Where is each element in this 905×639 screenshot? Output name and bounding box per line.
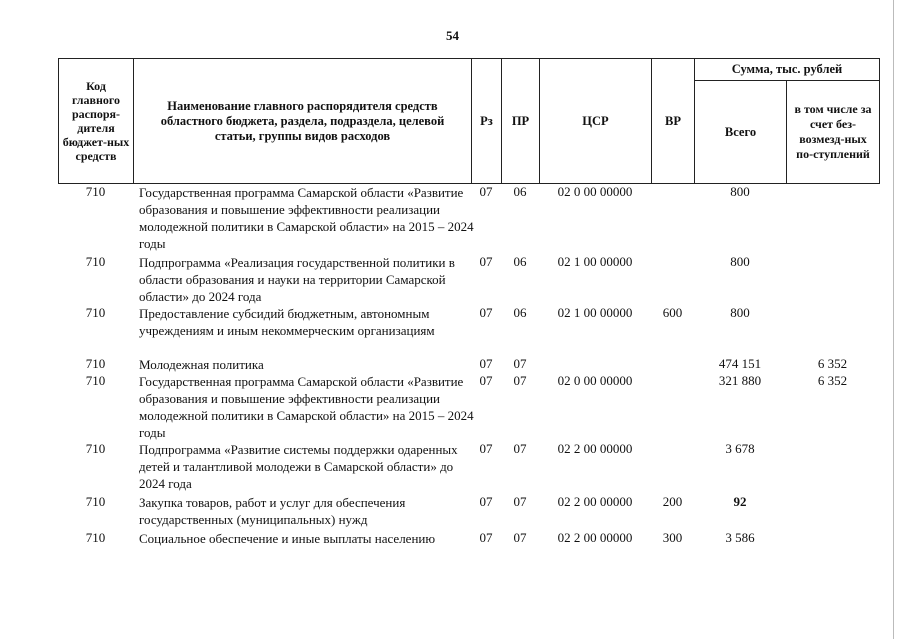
row-pr: 07 [513, 441, 527, 456]
table-row [58, 254, 879, 305]
table-header [58, 58, 880, 184]
row-csr: 02 1 00 00000 [557, 305, 633, 320]
header-pr: ПР [502, 59, 540, 184]
header-total: Всего [695, 81, 787, 184]
row-csr: 02 0 00 00000 [557, 373, 633, 388]
row-code: 710 [85, 254, 106, 269]
header-name: Наименование главного распорядителя средств областного бюджета, раздела, подраздела, целевой статьи, группы видов расходов [134, 59, 472, 184]
row-csr: 02 0 00 00000 [557, 184, 633, 199]
row-rz: 07 [479, 254, 493, 269]
table-body [58, 184, 879, 564]
row-rz: 07 [479, 356, 493, 371]
row-code: 710 [85, 373, 106, 388]
row-pr: 07 [513, 494, 527, 509]
row-csr: 02 2 00 00000 [557, 530, 633, 545]
row-code: 710 [85, 305, 106, 320]
row-total: 92 [733, 494, 747, 509]
header-sum: Сумма, тыс. рублей [695, 59, 880, 81]
row-pr: 07 [513, 530, 527, 545]
table-row [58, 305, 879, 356]
row-total: 3 678 [725, 441, 755, 456]
row-rz: 07 [479, 373, 493, 388]
row-total: 3 586 [725, 530, 755, 545]
row-vr: 200 [662, 494, 683, 509]
row-rz: 07 [479, 305, 493, 320]
table-row [58, 441, 879, 492]
row-vr: 600 [662, 305, 683, 320]
table-row [58, 530, 879, 564]
row-free: 6 352 [817, 373, 848, 388]
table-row [58, 494, 879, 528]
row-name: Подпрограмма «Развитие системы поддержки одаренных детей и талантливой молодежи в Самарской области» до 2024 года [139, 442, 458, 491]
scan-edge-line [893, 0, 894, 639]
row-total: 800 [730, 254, 750, 269]
row-code: 710 [85, 184, 106, 199]
row-rz: 07 [479, 530, 493, 545]
row-pr: 06 [513, 305, 527, 320]
row-csr: 02 1 00 00000 [557, 254, 633, 269]
row-name: Подпрограмма «Реализация государственной политики в области образования и науки на территории Самарской области» до 2024 года [139, 255, 455, 304]
row-total: 800 [730, 305, 750, 320]
row-pr: 06 [513, 184, 527, 199]
header-rz: Рз [472, 59, 502, 184]
table-row [58, 184, 879, 252]
header-code: Код главного распоря-дителя бюджет-ных средств [59, 59, 134, 184]
row-free: 6 352 [817, 356, 848, 371]
row-pr: 07 [513, 356, 527, 371]
row-code: 710 [85, 356, 106, 371]
row-name: Государственная программа Самарской области «Развитие образования и повышение эффективности реализации молодежной политики в Самарской области» на 2015 – 2024 годы [139, 374, 474, 440]
row-rz: 07 [479, 184, 493, 199]
row-total: 800 [730, 184, 750, 199]
row-csr: 02 2 00 00000 [557, 494, 633, 509]
row-rz: 07 [479, 441, 493, 456]
row-code: 710 [85, 441, 106, 456]
row-code: 710 [85, 494, 106, 509]
page-number: 54 [446, 28, 459, 43]
row-pr: 06 [513, 254, 527, 269]
row-name: Молодежная политика [139, 357, 264, 372]
row-rz: 07 [479, 494, 493, 509]
header-free: в том числе за счет без-возмезд-ных по-ступлений [787, 81, 880, 184]
header-csr: ЦСР [540, 59, 652, 184]
row-total: 321 880 [718, 373, 762, 388]
row-csr: 02 2 00 00000 [557, 441, 633, 456]
table-row [58, 373, 879, 441]
header-vr: ВР [652, 59, 695, 184]
row-name: Государственная программа Самарской области «Развитие образования и повышение эффективности реализации молодежной политики в Самарской области» на 2015 – 2024 годы [139, 185, 474, 251]
table-row [58, 356, 879, 373]
row-name: Социальное обеспечение и иные выплаты населению [139, 531, 436, 546]
row-name: Предоставление субсидий бюджетным, автономным учреждениям и иным некоммерческим организациям [139, 306, 435, 338]
row-pr: 07 [513, 373, 527, 388]
row-total: 474 151 [718, 356, 762, 371]
row-name: Закупка товаров, работ и услуг для обеспечения государственных (муниципальных) нужд [139, 495, 406, 527]
row-code: 710 [85, 530, 106, 545]
row-vr: 300 [662, 530, 683, 545]
